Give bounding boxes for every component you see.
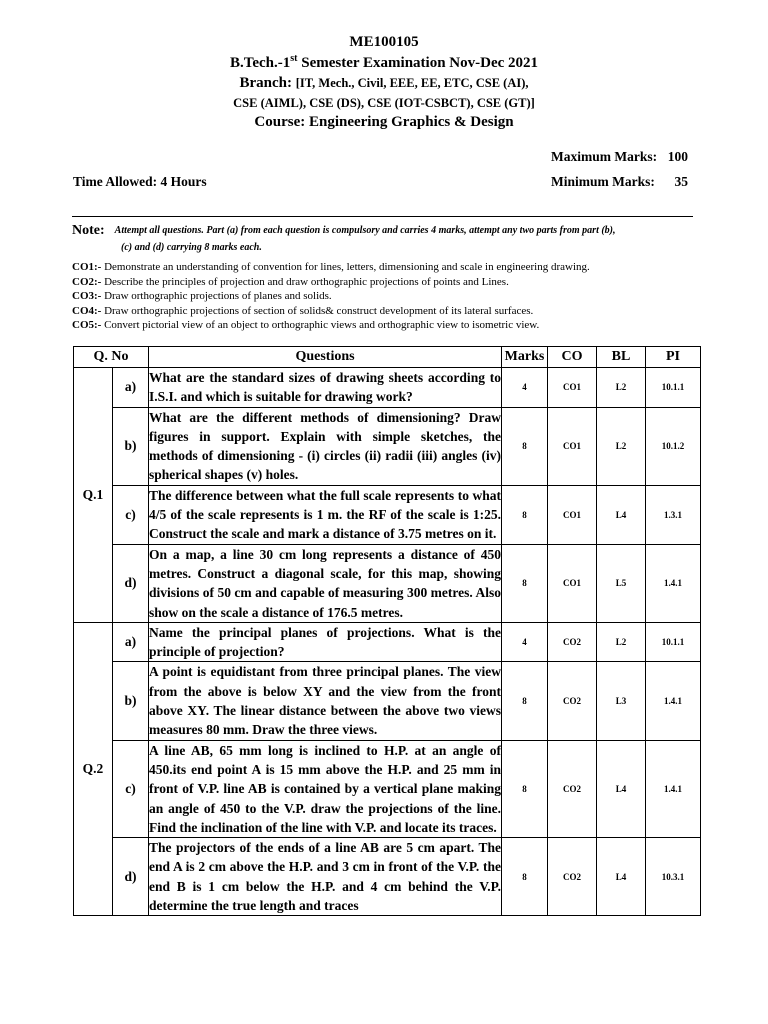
maximum-marks [551, 149, 688, 165]
question-text: What are the different methods of dimensioning? Draw figures in support. Explain with simple sketches, the methods of dimensioning - (i) circles (ii) radii (iii) angles (iv) spherical shapes (v) holes. [149, 407, 502, 485]
co-cell: CO2 [548, 662, 597, 740]
questions-table [73, 346, 701, 916]
sub-part: b) [113, 407, 149, 485]
course-outcomes [72, 260, 702, 333]
co-code: CO1:- [72, 261, 102, 273]
pi-cell: 10.1.2 [646, 407, 701, 485]
bl-cell: L4 [597, 485, 646, 544]
header-pi: PI [646, 347, 701, 368]
co-text: Draw orthographic projections of planes and solids. [101, 290, 332, 302]
bl-cell: L2 [597, 622, 646, 662]
sub-part: d) [113, 544, 149, 622]
co-cell: CO2 [548, 838, 597, 916]
separator-rule [72, 216, 693, 217]
marks-cell: 8 [502, 485, 548, 544]
marks-cell: 8 [502, 662, 548, 740]
co-cell: CO1 [548, 368, 597, 408]
course-outcome-item [72, 318, 702, 333]
header-co: CO [548, 347, 597, 368]
semester-prefix: B.Tech.-1 [229, 55, 291, 71]
course-outcome-item [72, 304, 702, 319]
table-row [74, 407, 701, 485]
table-row [74, 544, 701, 622]
pi-cell: 1.4.1 [646, 544, 701, 622]
table-row [74, 622, 701, 662]
co-text: Describe the principles of projection and draw orthographic projections of points and Lines. [101, 275, 509, 288]
table-row [74, 740, 701, 837]
bl-cell: L2 [597, 407, 646, 485]
note-block [72, 222, 694, 256]
co-cell: CO2 [548, 622, 597, 662]
co-code: CO3:- [72, 290, 102, 302]
header-marks: Marks [502, 347, 548, 368]
question-text: The difference between what the full scale represents to what 4/5 of the scale represents is 1 m. the RF of the scale is 1:25. Construct the scale and mark a distance of 3.75 metres on it. [149, 485, 502, 544]
table-row [74, 485, 701, 544]
course-outcome-item [72, 275, 702, 290]
table-header-row [74, 347, 701, 368]
sub-part: a) [113, 368, 149, 408]
pi-cell: 1.4.1 [646, 740, 701, 837]
co-code: CO5:- [72, 319, 102, 331]
bl-cell: L3 [597, 662, 646, 740]
co-text: Convert pictorial view of an object to orthographic views and orthographic view to isometric view. [101, 319, 540, 331]
question-text: The projectors of the ends of a line AB are 5 cm apart. The end A is 2 cm above the H.P. and 3 cm in front of the V.P. the end B is 1 cm below the H.P. and 4 cm behind the V.P. determine the true length and traces [149, 838, 502, 916]
co-text: Draw orthographic projections of section of solids& construct development of its lateral surfaces. [101, 304, 534, 317]
bl-cell: L2 [597, 368, 646, 408]
course-title: Course: Engineering Graphics & Design [254, 114, 514, 130]
marks-cell: 8 [502, 407, 548, 485]
sub-part: c) [113, 740, 149, 837]
table-row [74, 368, 701, 408]
table-row [74, 662, 701, 740]
header-qno: Q. No [74, 347, 149, 368]
sub-part: c) [113, 485, 149, 544]
co-cell: CO1 [548, 544, 597, 622]
semester-sup: st [290, 53, 298, 64]
sub-part: a) [113, 622, 149, 662]
bl-cell: L4 [597, 740, 646, 837]
question-text: Name the principal planes of projections. What is the principle of projection? [149, 622, 502, 662]
exam-title [0, 53, 768, 72]
co-text: Demonstrate an understanding of convention for lines, letters, dimensioning and scale in engineering drawing. [101, 261, 590, 273]
course-outcome-item [72, 289, 702, 304]
sub-part: d) [113, 838, 149, 916]
note-text-2: (c) and (d) carrying 8 marks each. [121, 242, 262, 253]
note-text-1: Attempt all questions. Part (a) from each question is compulsory and carries 4 marks, attempt any two parts from part (b), [114, 225, 616, 236]
course-outcome-item [72, 260, 702, 275]
pi-cell: 10.3.1 [646, 838, 701, 916]
sub-part: b) [113, 662, 149, 740]
pi-cell: 1.3.1 [646, 485, 701, 544]
min-marks-value: 35 [674, 174, 688, 189]
max-marks-value: 100 [667, 149, 688, 164]
question-text: A point is equidistant from three principal planes. The view from the above is below XY and the view from the front above XY. The linear distance between the above two views measures 80 mm. Draw the three views. [149, 662, 502, 740]
branch-list-1: [IT, Mech., Civil, EEE, EE, ETC, CSE (AI), [295, 76, 529, 90]
min-marks-label: Minimum Marks: [551, 174, 655, 189]
branch-list-2: CSE (AIML), CSE (DS), CSE (IOT-CSBCT), CSE (GT)] [233, 96, 535, 110]
paper-code: ME100105 [349, 34, 419, 50]
co-cell: CO1 [548, 407, 597, 485]
branch-label: Branch: [239, 75, 296, 91]
co-cell: CO2 [548, 740, 597, 837]
header-questions: Questions [149, 347, 502, 368]
table-row [74, 838, 701, 916]
marks-cell: 8 [502, 544, 548, 622]
question-number: Q.1 [74, 368, 113, 623]
pi-cell: 1.4.1 [646, 662, 701, 740]
header-bl: BL [597, 347, 646, 368]
question-text: On a map, a line 30 cm long represents a distance of 450 metres. Construct a diagonal scale, for this map, showing divisions of 50 cm and capable of measuring 300 metres. Also show on the scale a distance of 176.5 metres. [149, 544, 502, 622]
marks-cell: 4 [502, 622, 548, 662]
co-cell: CO1 [548, 485, 597, 544]
question-text: A line AB, 65 mm long is inclined to H.P. at an angle of 450.its end point A is 15 mm above the H.P. and 25 mm in front of V.P. line AB is contained by a vertical plane making an angle of 450 to the V.P. draw the projections of the line. Find the inclination of the line with V.P. and locate its traces. [149, 740, 502, 837]
bl-cell: L4 [597, 838, 646, 916]
question-number: Q.2 [74, 622, 113, 915]
co-code: CO2:- [72, 275, 102, 288]
question-text: What are the standard sizes of drawing sheets according to I.S.I. and which is suitable for drawing work? [149, 368, 502, 408]
marks-cell: 4 [502, 368, 548, 408]
bl-cell: L5 [597, 544, 646, 622]
pi-cell: 10.1.1 [646, 368, 701, 408]
marks-cell: 8 [502, 838, 548, 916]
marks-cell: 8 [502, 740, 548, 837]
pi-cell: 10.1.1 [646, 622, 701, 662]
time-allowed: Time Allowed: 4 Hours [73, 174, 207, 189]
branch-line-1 [0, 75, 768, 92]
note-label: Note: [72, 223, 105, 238]
minimum-marks [551, 174, 688, 190]
semester-suffix: Semester Examination Nov-Dec 2021 [297, 55, 539, 71]
co-code: CO4:- [72, 304, 102, 317]
max-marks-label: Maximum Marks: [551, 149, 658, 164]
